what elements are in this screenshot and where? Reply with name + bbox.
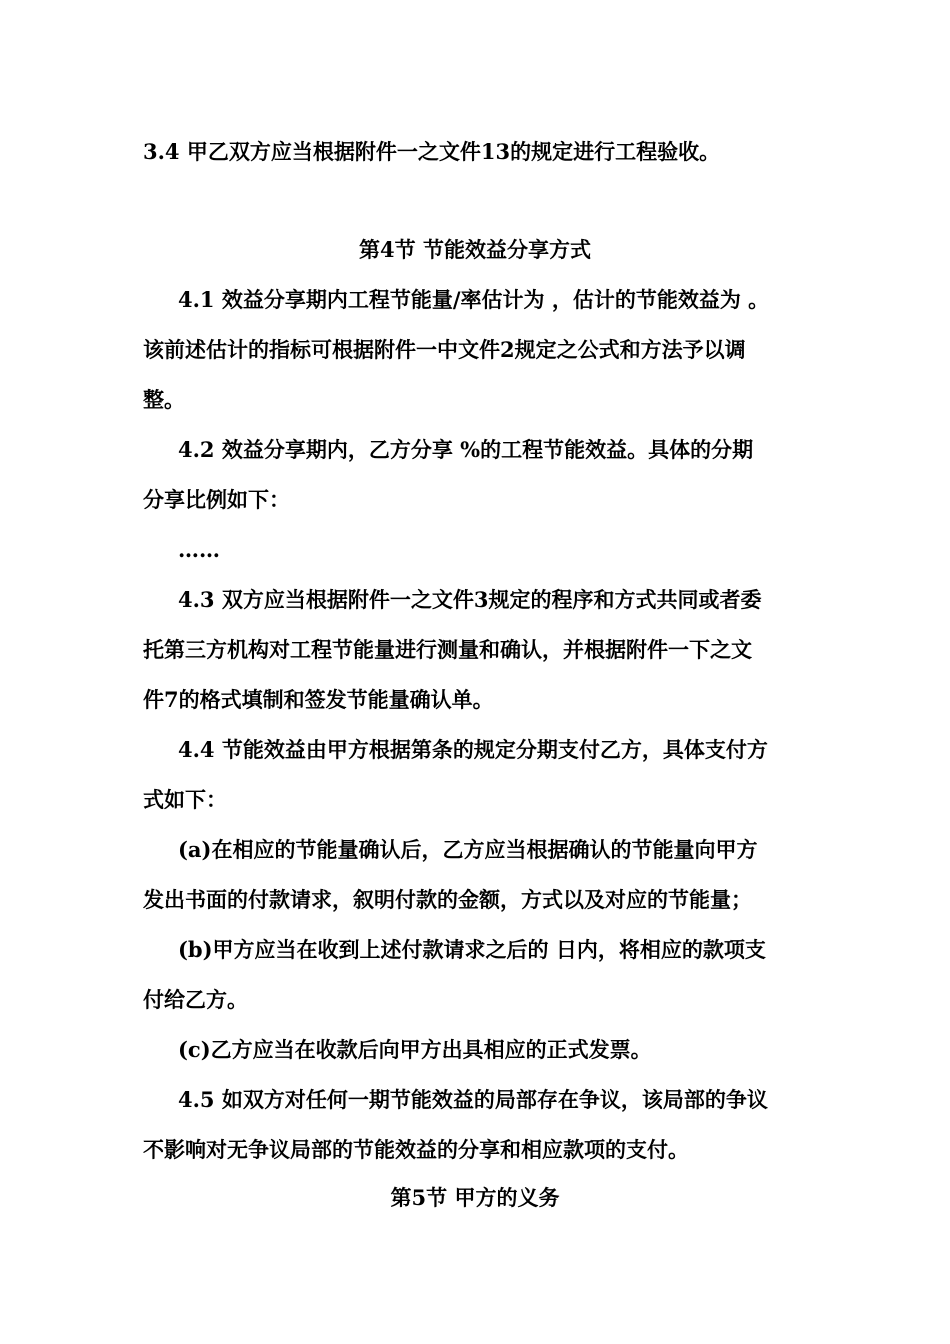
clause-4-5-line-1: 4.5 如双方对任何一期节能效益的局部存在争议，该局部的争议 [178, 1087, 768, 1112]
clause-4-2-line-2: 分享比例如下： [143, 487, 290, 512]
clause-4-4-line-1: 4.4 节能效益由甲方根据第条的规定分期支付乙方，具体支付方 [178, 737, 768, 762]
clause-4-4-item-c-line-1: (c)乙方应当在收款后向甲方出具相应的正式发票。 [178, 1037, 652, 1062]
clause-4-2-ellipsis: …… [178, 537, 220, 562]
clause-4-1-line-1: 4.1 效益分享期内工程节能量/率估计为 ，估计的节能效益为 。 [178, 287, 770, 312]
clause-4-3-line-2: 托第三方机构对工程节能量进行测量和确认，并根据附件一下之文 [143, 637, 752, 662]
clause-4-1-line-3: 整。 [143, 387, 185, 412]
clause-4-3-line-3: 件7的格式填制和签发节能量确认单。 [143, 687, 494, 712]
clause-4-4-item-a-line-2: 发出书面的付款请求，叙明付款的金额，方式以及对应的节能量； [143, 887, 752, 912]
clause-4-5-line-2: 不影响对无争议局部的节能效益的分享和相应款项的支付。 [143, 1137, 689, 1162]
section-4-title: 第4节 节能效益分享方式 [359, 237, 591, 262]
clause-4-1-line-2: 该前述估计的指标可根据附件一中文件2规定之公式和方法予以调 [143, 337, 746, 362]
section-5-title: 第5节 甲方的义务 [390, 1185, 560, 1210]
clause-4-4-item-b-line-1: (b)甲方应当在收到上述付款请求之后的 日内，将相应的款项支 [178, 937, 766, 962]
clause-3-4: 3.4 甲乙双方应当根据附件一之文件13的规定进行工程验收。 [143, 139, 721, 164]
clause-4-3-line-1: 4.3 双方应当根据附件一之文件3规定的程序和方式共同或者委 [178, 587, 762, 612]
clause-4-2-line-1: 4.2 效益分享期内，乙方分享 %的工程节能效益。具体的分期 [178, 437, 754, 462]
clause-4-4-item-b-line-2: 付给乙方。 [143, 987, 248, 1012]
clause-4-4-line-2: 式如下： [143, 787, 227, 812]
clause-4-4-item-a-line-1: (a)在相应的节能量确认后，乙方应当根据确认的节能量向甲方 [178, 837, 758, 862]
